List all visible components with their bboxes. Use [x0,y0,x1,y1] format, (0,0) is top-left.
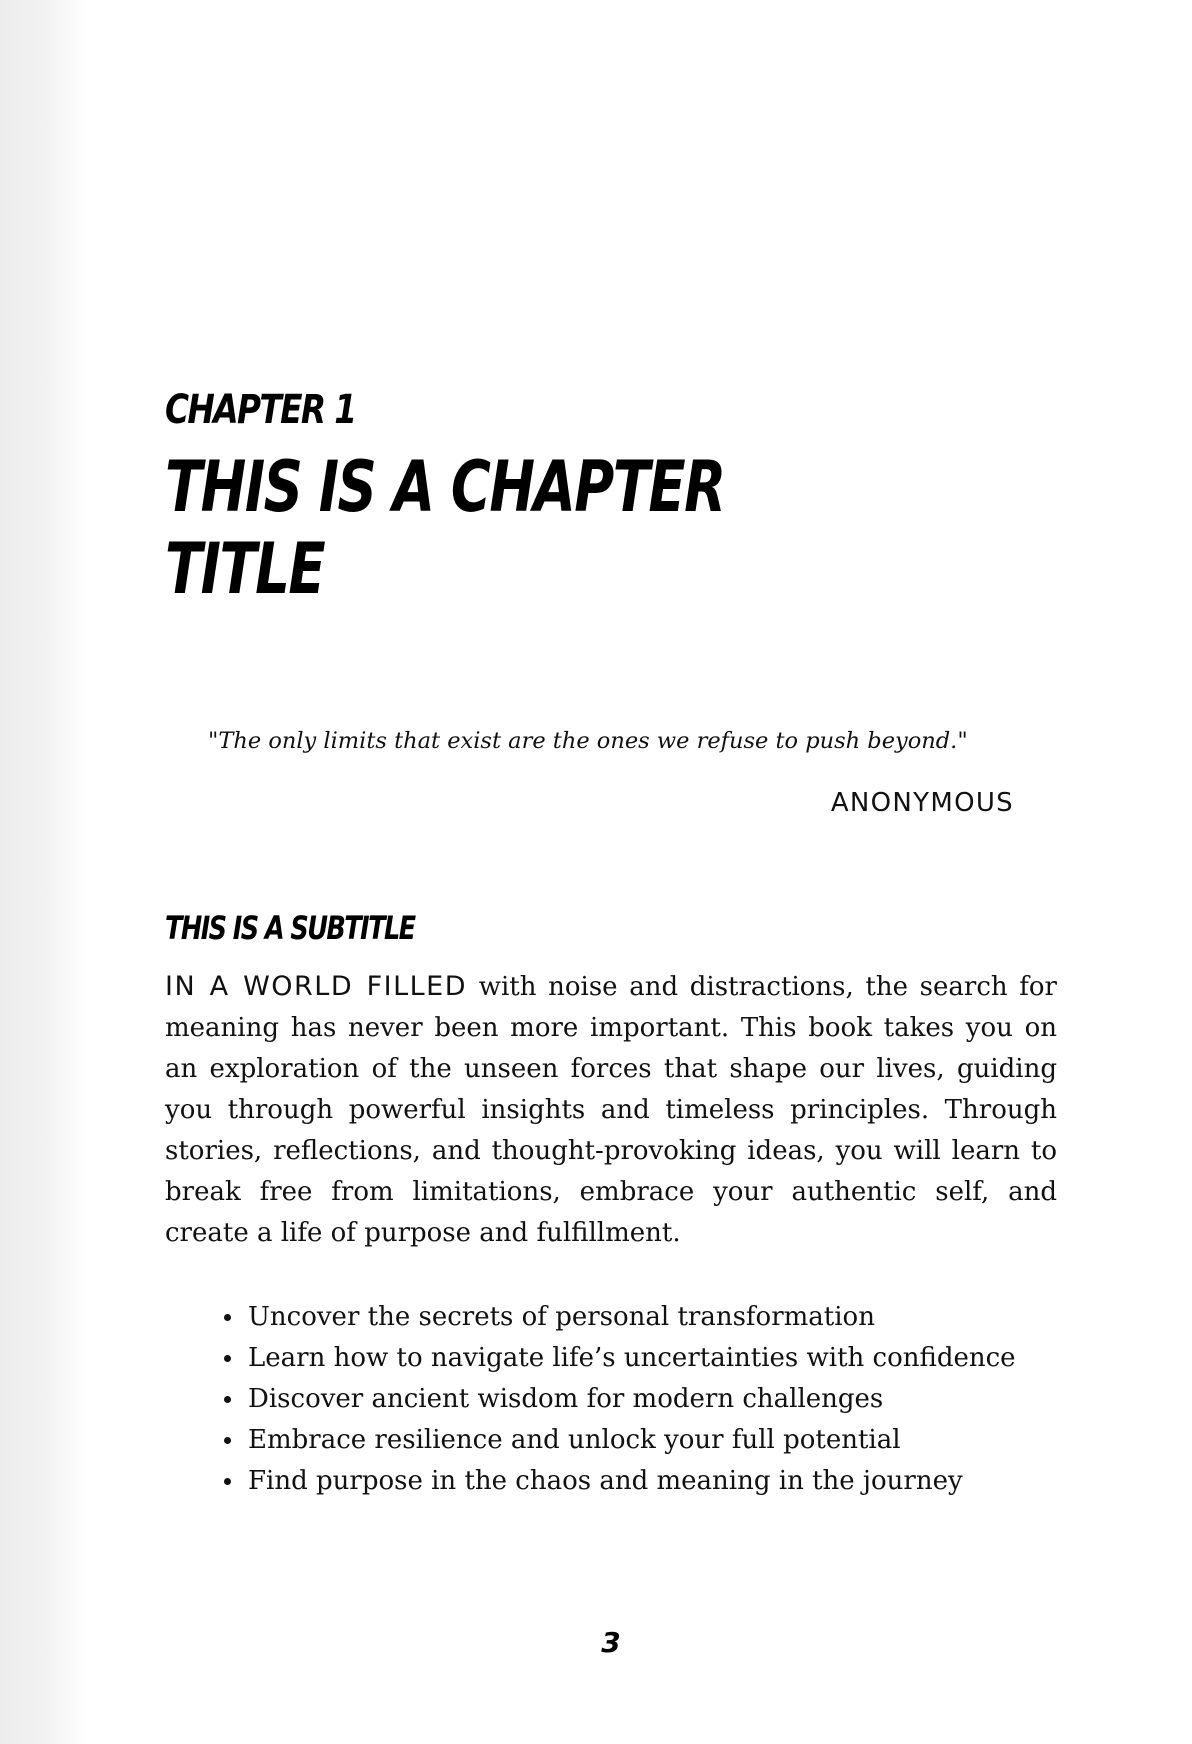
page-gutter-shadow [0,0,90,1744]
bullet-list [218,1297,1038,1502]
list-item-text: Uncover the secrets of personal transformation [248,1302,875,1332]
body-paragraph [165,966,1057,1254]
bullet-icon [224,1478,231,1485]
list-item [218,1379,1038,1420]
paragraph-text: with noise and distractions, the search for meaning has never been more important. This book takes you on an exploration of the unseen forces that shape our lives, guiding you through powerful insights and timeless principles. Through stories, reflections, and thought-provoking ideas, you will learn to break free from limitations, embrace your authentic self, and create a life of purpose and fulfillment. [165,972,1057,1248]
bullet-icon [224,1355,231,1362]
bullet-icon [224,1396,231,1403]
list-item [218,1297,1038,1338]
list-item-text: Find purpose in the chaos and meaning in the journey [248,1466,963,1496]
epigraph-author: ANONYMOUS [830,788,1014,818]
list-item-text: Discover ancient wisdom for modern challenges [248,1384,884,1414]
bullet-icon [224,1437,231,1444]
paragraph-lead-in: IN A WORLD FILLED [165,971,468,1002]
page-number: 3 [601,1626,621,1659]
chapter-label: CHAPTER 1 [165,387,356,433]
list-item [218,1461,1038,1502]
list-item-text: Embrace resilience and unlock your full potential [248,1425,901,1455]
list-item [218,1338,1038,1379]
epigraph-quote: "The only limits that exist are the ones we refuse to push beyond." [208,728,968,754]
list-item-text: Learn how to navigate life’s uncertainties with confidence [248,1343,1016,1373]
list-item [218,1420,1038,1461]
bullet-icon [224,1314,231,1321]
chapter-title: THIS IS A CHAPTER TITLE [165,446,725,610]
section-subtitle: THIS IS A SUBTITLE [165,909,415,947]
